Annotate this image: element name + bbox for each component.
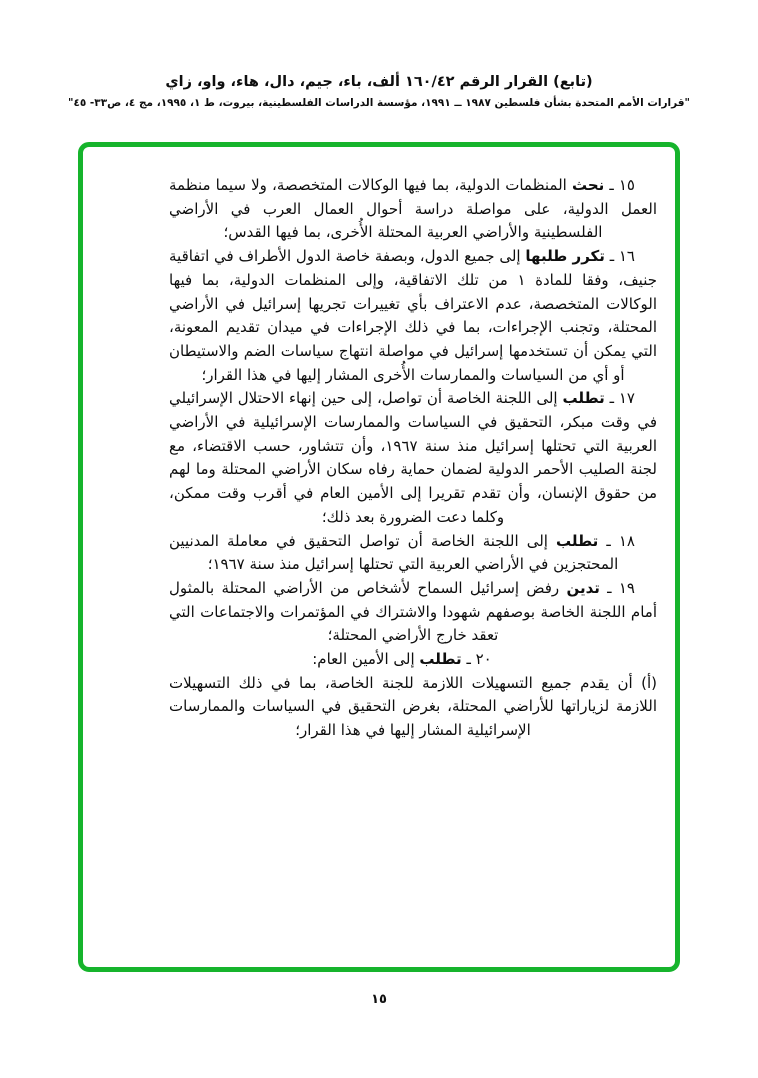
sub-paragraph-a [169,672,657,743]
paragraph-number: ١٥ ـ [609,176,635,194]
paragraph-text: إلى الأمين العام: [312,650,415,669]
paragraph-18 [169,530,657,577]
sub-paragraph-text: أن يقدم جميع التسهيلات اللازمة للجنة الخاصة، بما في ذلك التسهيلات اللازمة لزياراتها للأراضي المحتلة، بغرض التحقيق في السياسات والممارسات الإسرائيلية المشار إليها في هذا القرار؛ [169,673,657,740]
paragraph-19 [169,577,657,648]
source-citation: "قرارات الأمم المتحدة بشأن فلسطين ١٩٨٧ ــ ١٩٩١، مؤسسة الدراسات الفلسطينية، بيروت، ط ١، ١٩٩٥، مج ٤، ص٣٣- ٤٥" [67,97,691,109]
operative-verb: تدين [566,578,600,597]
paragraph-20 [169,648,657,672]
resolution-title: (تابع) القرار الرقم ١٦٠/٤٢ ألف، باء، جيم، دال، هاء، واو، زاي [165,74,593,90]
paragraph-number: ١٩ ـ [607,578,635,597]
paragraph-15 [169,174,657,245]
operative-verb: تكرر طلبها [525,247,605,266]
paragraph-number: ٢٠ ـ [466,650,492,669]
sub-paragraph-label: (أ) [641,673,657,692]
paragraph-number: ١٨ ـ [606,531,635,550]
paragraph-number: ١٦ ـ [609,247,635,266]
operative-verb: نحث [571,176,605,194]
paragraph-text: إلى جميع الدول، وبصفة خاصة الدول الأطراف في اتفاقية جنيف، وفقا للمادة ١ من تلك الاتفاقية، وإلى المنظمات الدولية، بما فيها الوكالات المتخصصة، عدم الاعتراف بأي تغييرات تجريها إسرائيل في الأراضي المحتلة، وتجنب الإجراءات، بما في ذلك الإجراءات في ميدان تقديم المعونة، التي يمكن أن تستخدمها إسرائيل في مواصلة انتهاج سياسات الضم والاستيطان أو أي من السياسات والممارسات الأُخرى المشار إليها في هذا القرار؛ [169,247,657,384]
operative-verb: تطلب [556,531,599,550]
page-header [0,74,758,109]
paragraph-text: إلى اللجنة الخاصة أن تواصل، إلى حين إنهاء الاحتلال الإسرائيلي في وقت مبكر، التحقيق في السياسات والممارسات الإسرائيلية في الأراضي العربية التي تحتلها إسرائيل منذ سنة ١٩٦٧، وأن تتشاور، حسب الاقتضاء، مع لجنة الصليب الأحمر الدولية لضمان حماية رفاه سكان الأراضي المحتلة وما لهم من حقوق الإنسان، وأن تقدم تقريرا إلى الأمين العام في أقرب وقت ممكن، وكلما دعت الضرورة بعد ذلك؛ [169,389,658,526]
resolution-text-block [169,174,657,743]
paragraph-text: رفض إسرائيل السماح لأشخاص من الأراضي المحتلة بالمثول أمام اللجنة الخاصة بوصفهم شهودا والاشتراك في المؤتمرات والاجتماعات التي تعقد خارج الأراضي المحتلة؛ [169,578,657,645]
green-frame [78,142,680,972]
operative-verb: تطلب [562,389,605,408]
paragraph-number: ١٧ ـ [609,389,635,408]
paragraph-text: المنظمات الدولية، بما فيها الوكالات المتخصصة، ولا سيما منظمة العمل الدولية، على مواصلة دراسة أحوال العمال العرب في الأراضي الفلسطينية والأراضي العربية المحتلة الأُخرى، بما فيها القدس؛ [169,176,657,242]
operative-verb: تطلب [419,650,462,669]
paragraph-17 [169,387,657,529]
page-number: ١٥ [371,992,387,1007]
paragraph-text: إلى اللجنة الخاصة أن تواصل التحقيق في معاملة المدنيين المحتجزين في الأراضي العربية التي تحتلها إسرائيل منذ سنة ١٩٦٧؛ [169,531,619,574]
paragraph-16 [169,245,657,387]
